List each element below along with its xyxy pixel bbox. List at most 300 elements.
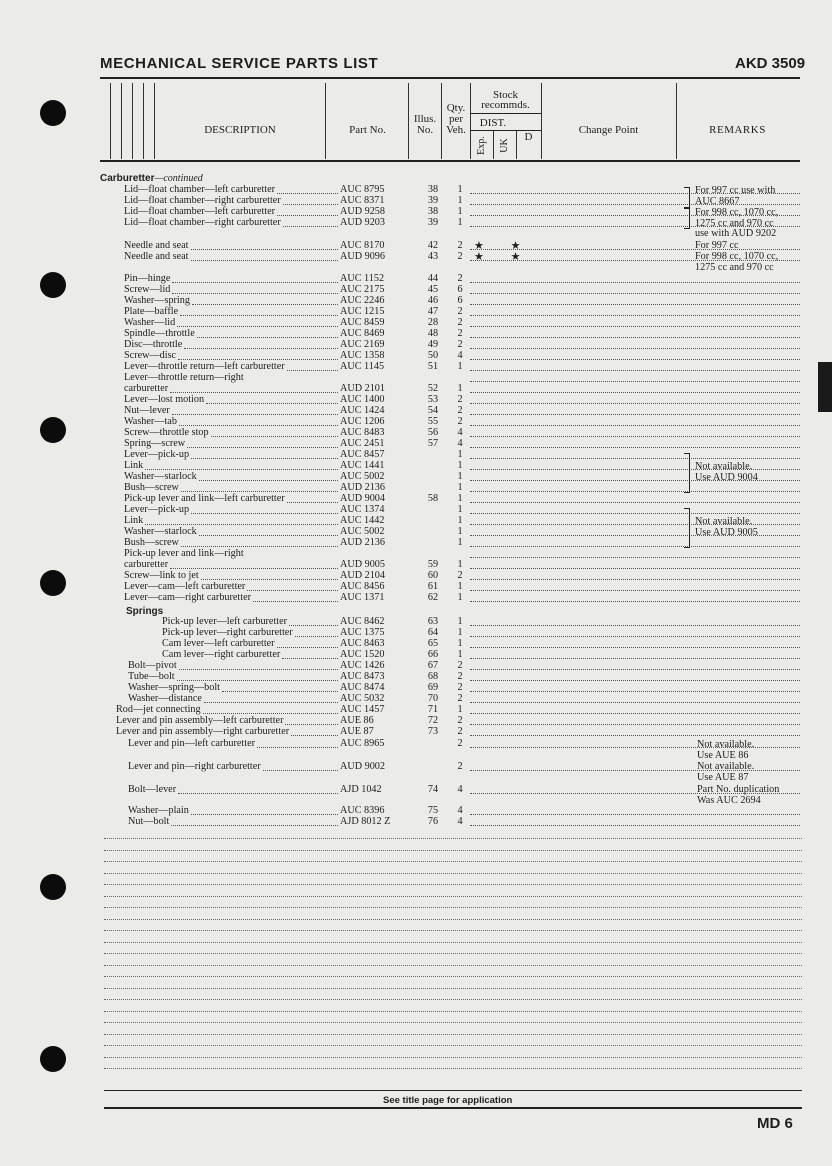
table-row [100, 672, 800, 682]
qty-per-vehicle: 2 [457, 761, 463, 772]
remark-line: For 998 cc, 1070 cc, [695, 207, 779, 218]
qty-per-vehicle: 2 [457, 317, 463, 328]
part-number: AUD 9258 [340, 206, 385, 217]
illus-number: 71 [427, 704, 439, 715]
leader-dots [192, 304, 338, 305]
part-number: AUE 87 [340, 726, 374, 737]
part-number: AUC 1441 [340, 460, 385, 471]
part-description: Washer—spring—bolt [128, 682, 220, 693]
table-row [100, 661, 800, 671]
illus-number: 45 [427, 284, 439, 295]
illus-number: 70 [427, 693, 439, 704]
qty-per-vehicle: 2 [457, 570, 463, 581]
part-description: Lever and pin—left carburetter [128, 738, 255, 749]
illus-number: 54 [427, 405, 439, 416]
leader-dots [470, 359, 800, 360]
part-number: AUD 9004 [340, 493, 385, 504]
part-number: AUC 2169 [340, 339, 385, 350]
table-row [100, 318, 800, 328]
remark-line: For 997 cc use with [695, 185, 776, 196]
blank-line [104, 873, 802, 874]
part-description: Pick-up lever and link—left carburetter [124, 493, 285, 504]
remark-line: 1275 cc and 970 cc [695, 217, 774, 229]
blank-line [104, 1045, 802, 1046]
remark-brace [684, 208, 690, 229]
page-edge-tab [818, 362, 832, 412]
leader-dots [180, 315, 338, 316]
binder-hole [40, 1046, 66, 1072]
illus-number: 68 [427, 671, 439, 682]
table-row [100, 373, 800, 383]
part-description: Lever—throttle return—right [124, 372, 244, 383]
part-description: carburetter [124, 559, 169, 570]
qty-per-vehicle: 2 [457, 693, 463, 704]
qty-per-vehicle: 1 [457, 638, 463, 649]
part-description: Spindle—throttle [124, 328, 195, 339]
qty-per-vehicle: 6 [457, 295, 463, 306]
blank-line [104, 850, 802, 851]
leader-dots [289, 625, 338, 626]
remark-line: Use AUE 86 [697, 749, 749, 761]
leader-dots [470, 348, 800, 349]
part-description: Lever—lost motion [124, 394, 205, 405]
part-number: AUD 9002 [340, 761, 385, 772]
leader-dots [172, 293, 338, 294]
part-number: AUC 1400 [340, 394, 385, 405]
part-number: AJD 8012 Z [340, 816, 391, 827]
leader-dots [470, 658, 800, 659]
part-number: AUC 2451 [340, 438, 385, 449]
leader-dots [470, 293, 800, 294]
col-qty-2: per [448, 113, 464, 125]
remark-note [695, 241, 739, 252]
qty-per-vehicle: 1 [457, 581, 463, 592]
part-description: Washer—starlock [124, 471, 197, 482]
leader-dots [470, 557, 800, 558]
illus-number: 38 [427, 184, 439, 195]
part-number: AUD 9203 [340, 217, 385, 228]
illus-number: 55 [427, 416, 439, 427]
table-row [100, 395, 800, 405]
leader-dots [295, 636, 338, 637]
table-row [100, 329, 800, 339]
binder-hole [40, 100, 66, 126]
illus-number: 72 [427, 715, 439, 726]
leader-dots [470, 436, 800, 437]
part-description: Washer—distance [128, 693, 202, 704]
part-description: Lid—float chamber—left carburetter [124, 206, 276, 217]
blank-line [104, 1057, 802, 1058]
part-description: Bush—screw [124, 537, 179, 548]
qty-per-vehicle: 2 [457, 339, 463, 350]
col-stock-1: Stock [492, 89, 519, 101]
leader-dots [470, 814, 800, 815]
part-number: AUC 1457 [340, 704, 385, 715]
stock-stars: ★ ★ [474, 251, 533, 263]
leader-dots [470, 513, 800, 514]
header-rule [100, 77, 800, 79]
qty-per-vehicle: 4 [457, 438, 463, 449]
leader-dots [178, 793, 338, 794]
illus-number: 66 [427, 649, 439, 660]
header-bottom-rule [100, 160, 800, 162]
table-row [100, 549, 800, 559]
remark-line: Use AUD 9005 [695, 526, 758, 538]
leader-dots [181, 546, 338, 547]
table-row [100, 628, 800, 638]
col-illus-2: No. [416, 124, 434, 136]
footer-rule-bottom [104, 1107, 802, 1109]
part-description: carburetter [124, 383, 169, 394]
qty-per-vehicle: 1 [457, 195, 463, 206]
part-description: Washer—tab [124, 416, 177, 427]
col-description: DESCRIPTION [204, 124, 276, 136]
qty-per-vehicle: 1 [457, 460, 463, 471]
leader-dots [181, 491, 338, 492]
part-description: Lever—cam—right carburetter [124, 592, 251, 603]
binder-hole [40, 570, 66, 596]
table-row [100, 705, 800, 715]
part-description: Lid—float chamber—left carburetter [124, 184, 276, 195]
leader-dots [470, 326, 800, 327]
leader-dots [470, 636, 800, 637]
leader-dots [470, 590, 800, 591]
part-description: Disc—throttle [124, 339, 183, 350]
illus-number: 28 [427, 317, 439, 328]
illus-number: 76 [427, 816, 439, 827]
illus-number: 65 [427, 638, 439, 649]
section-heading [100, 173, 203, 184]
table-row [100, 694, 800, 704]
leader-dots [257, 747, 338, 748]
leader-dots [470, 282, 800, 283]
part-number: AUC 5002 [340, 526, 385, 537]
part-number: AUD 2101 [340, 383, 385, 394]
part-number: AUC 1215 [340, 306, 385, 317]
illus-number: 38 [427, 206, 439, 217]
part-number: AUC 8371 [340, 195, 385, 206]
qty-per-vehicle: 2 [457, 251, 463, 262]
illus-number: 53 [427, 394, 439, 405]
illus-number: 56 [427, 427, 439, 438]
part-number: AUC 2246 [340, 295, 385, 306]
part-description: Rod—jet connecting [116, 704, 201, 715]
leader-dots [470, 337, 800, 338]
table-row [100, 296, 800, 306]
page-number: MD 6 [757, 1115, 793, 1132]
leader-dots [282, 658, 338, 659]
part-number: AUC 8474 [340, 682, 385, 693]
part-number: AUE 86 [340, 715, 374, 726]
qty-per-vehicle: 1 [457, 592, 463, 603]
remark-line: Not available. [697, 761, 755, 772]
leader-dots [171, 825, 338, 826]
table-row [100, 538, 800, 548]
remark-note [697, 785, 779, 806]
remark-brace [684, 508, 690, 548]
col-illus-1: Illus. [413, 113, 437, 125]
part-number: AUC 8457 [340, 449, 385, 460]
remark-line: 1275 cc and 970 cc [695, 261, 774, 273]
part-description: Link [124, 515, 144, 526]
illus-number: 48 [427, 328, 439, 339]
leader-dots [470, 414, 800, 415]
part-number: AUC 1371 [340, 592, 385, 603]
section-suffix: —continued [154, 173, 203, 184]
qty-per-vehicle: 1 [457, 449, 463, 460]
table-row [100, 571, 800, 581]
qty-per-vehicle: 2 [457, 738, 463, 749]
blank-line [104, 907, 802, 908]
illus-number: 49 [427, 339, 439, 350]
page-title: MECHANICAL SERVICE PARTS LIST [100, 55, 379, 72]
illus-number: 74 [427, 784, 439, 795]
table-row [100, 739, 800, 749]
part-description: Needle and seat [124, 240, 189, 251]
qty-per-vehicle: 2 [457, 660, 463, 671]
col-qty-1: Qty. [446, 102, 466, 114]
part-description: Bush—screw [124, 482, 179, 493]
illus-number: 47 [427, 306, 439, 317]
part-number: AUC 8965 [340, 738, 385, 749]
leader-dots [470, 579, 800, 580]
leader-dots [470, 724, 800, 725]
table-row [100, 362, 800, 372]
illus-number: 39 [427, 195, 439, 206]
part-number: AUC 1206 [340, 416, 385, 427]
leader-dots [277, 193, 338, 194]
qty-per-vehicle: 1 [457, 471, 463, 482]
qty-per-vehicle: 2 [457, 306, 463, 317]
footer-note: See title page for application [383, 1095, 513, 1106]
table-row [100, 285, 800, 295]
part-description: Washer—lid [124, 317, 176, 328]
part-number: AUC 8795 [340, 184, 385, 195]
part-number: AUC 8473 [340, 671, 385, 682]
leader-dots [177, 326, 338, 327]
springs-heading: Springs [126, 606, 164, 617]
part-description: Pin—hinge [124, 273, 171, 284]
part-description: Washer—plain [128, 805, 189, 816]
leader-dots [253, 601, 338, 602]
part-number: AUC 1442 [340, 515, 385, 526]
leader-dots [470, 458, 800, 459]
part-description: Cam lever—left carburetter [162, 638, 275, 649]
qty-per-vehicle: 2 [457, 416, 463, 427]
table-row [100, 494, 800, 504]
table-row [100, 417, 800, 427]
remark-line: Use AUE 87 [697, 771, 749, 783]
part-description: Screw—disc [124, 350, 177, 361]
part-description: Bolt—lever [128, 784, 177, 795]
illus-number: 52 [427, 383, 439, 394]
qty-per-vehicle: 1 [457, 184, 463, 195]
table-row [100, 483, 800, 493]
table-row [100, 817, 800, 827]
blank-line [104, 861, 802, 862]
illus-number: 58 [427, 493, 439, 504]
table-row [100, 785, 800, 795]
leader-dots [470, 370, 800, 371]
remark-line: Not available. [697, 739, 755, 750]
leader-dots [277, 647, 338, 648]
part-description: Pick-up lever—right carburetter [162, 627, 293, 638]
part-number: AUC 1374 [340, 504, 385, 515]
blank-line [104, 965, 802, 966]
leader-dots [191, 458, 338, 459]
qty-per-vehicle: 2 [457, 671, 463, 682]
table-row [100, 406, 800, 416]
leader-dots [170, 568, 338, 569]
illus-number: 61 [427, 581, 439, 592]
leader-dots [287, 370, 338, 371]
blank-line [104, 999, 802, 1000]
illus-number: 63 [427, 616, 439, 627]
binder-hole [40, 874, 66, 900]
qty-per-vehicle: 1 [457, 627, 463, 638]
table-row [100, 617, 800, 627]
qty-per-vehicle: 1 [457, 383, 463, 394]
part-description: Spring—screw [124, 438, 186, 449]
part-description: Lid—float chamber—right carburetter [124, 217, 281, 228]
remark-brace [684, 453, 690, 493]
qty-per-vehicle: 2 [457, 328, 463, 339]
part-description: Bolt—pivot [128, 660, 177, 671]
qty-per-vehicle: 4 [457, 816, 463, 827]
leader-dots [470, 669, 800, 670]
qty-per-vehicle: 1 [457, 217, 463, 228]
illus-number: 69 [427, 682, 439, 693]
table-row [100, 274, 800, 284]
leader-dots [191, 260, 338, 261]
leader-dots [201, 579, 338, 580]
part-description: Plate—baffle [124, 306, 179, 317]
qty-per-vehicle: 2 [457, 726, 463, 737]
table-row [100, 639, 800, 649]
leader-dots [247, 590, 338, 591]
leader-dots [470, 502, 800, 503]
leader-dots [470, 735, 800, 736]
blank-line [104, 919, 802, 920]
leader-dots [172, 282, 338, 283]
leader-dots [470, 601, 800, 602]
qty-per-vehicle: 6 [457, 284, 463, 295]
part-description: Nut—bolt [128, 816, 170, 827]
remark-brace [684, 187, 690, 208]
qty-per-vehicle: 2 [457, 405, 463, 416]
illus-number: 73 [427, 726, 439, 737]
leader-dots [470, 381, 800, 382]
qty-per-vehicle: 2 [457, 394, 463, 405]
part-description: Screw—throttle stop [124, 427, 209, 438]
part-description: Lid—float chamber—right carburetter [124, 195, 281, 206]
col-remarks: REMARKS [709, 124, 766, 136]
leader-dots [177, 680, 338, 681]
table-row [100, 384, 800, 394]
illus-number: 46 [427, 295, 439, 306]
remark-line: For 998 cc, 1070 cc, [695, 251, 779, 262]
part-number: AUC 1152 [340, 273, 385, 284]
leader-dots [222, 691, 338, 692]
leader-dots [145, 469, 338, 470]
blank-line [104, 953, 802, 954]
remark-line: Part No. duplication [697, 784, 780, 795]
table-row [100, 683, 800, 693]
leader-dots [470, 825, 800, 826]
part-number: AUC 1520 [340, 649, 385, 660]
part-description: Lever and pin assembly—right carburetter [116, 726, 290, 737]
illus-number: 59 [427, 559, 439, 570]
leader-dots [285, 724, 338, 725]
leader-dots [179, 425, 338, 426]
part-description: Pick-up lever—left carburetter [162, 616, 288, 627]
remark-line: AUC 8667 [695, 195, 740, 207]
qty-per-vehicle: 1 [457, 206, 463, 217]
blank-line [104, 1034, 802, 1035]
leader-dots [206, 403, 338, 404]
remark-note [695, 186, 775, 207]
part-description: Lever—cam—left carburetter [124, 581, 246, 592]
leader-dots [470, 392, 800, 393]
leader-dots [191, 814, 338, 815]
qty-per-vehicle: 4 [457, 427, 463, 438]
part-number: AUC 8483 [340, 427, 385, 438]
table-row [100, 593, 800, 603]
leader-dots [172, 414, 338, 415]
remark-note [697, 762, 754, 783]
leader-dots [470, 425, 800, 426]
qty-per-vehicle: 2 [457, 682, 463, 693]
part-number: AUC 1358 [340, 350, 385, 361]
leader-dots [470, 713, 800, 714]
table-row [100, 428, 800, 438]
leader-dots [291, 735, 338, 736]
stock-stars: ★ ★ [474, 240, 533, 252]
table-row [100, 340, 800, 350]
part-description: Nut—lever [124, 405, 170, 416]
qty-per-vehicle: 2 [457, 715, 463, 726]
qty-per-vehicle: 1 [457, 515, 463, 526]
illus-number: 42 [427, 240, 439, 251]
part-number: AUD 2136 [340, 482, 385, 493]
qty-per-vehicle: 4 [457, 805, 463, 816]
table-row [100, 727, 800, 737]
qty-per-vehicle: 4 [457, 784, 463, 795]
blank-line [104, 896, 802, 897]
remark-note [697, 740, 754, 761]
table-row [100, 650, 800, 660]
qty-per-vehicle: 1 [457, 361, 463, 372]
part-description: Needle and seat [124, 251, 189, 262]
part-description: Cam lever—right carburetter [162, 649, 281, 660]
part-number: AUC 8459 [340, 317, 385, 328]
part-number: AUC 8462 [340, 616, 385, 627]
leader-dots [184, 348, 338, 349]
col-stock-2: recommds. [481, 99, 530, 111]
qty-per-vehicle: 1 [457, 649, 463, 660]
binder-hole [40, 417, 66, 443]
part-number: AUC 1375 [340, 627, 385, 638]
blank-line [104, 1022, 802, 1023]
leader-dots [178, 359, 338, 360]
illus-number: 57 [427, 438, 439, 449]
illus-number: 67 [427, 660, 439, 671]
leader-dots [199, 480, 338, 481]
part-description: Washer—spring [124, 295, 190, 306]
remark-note [695, 462, 758, 483]
leader-dots [470, 491, 800, 492]
table-row [100, 307, 800, 317]
